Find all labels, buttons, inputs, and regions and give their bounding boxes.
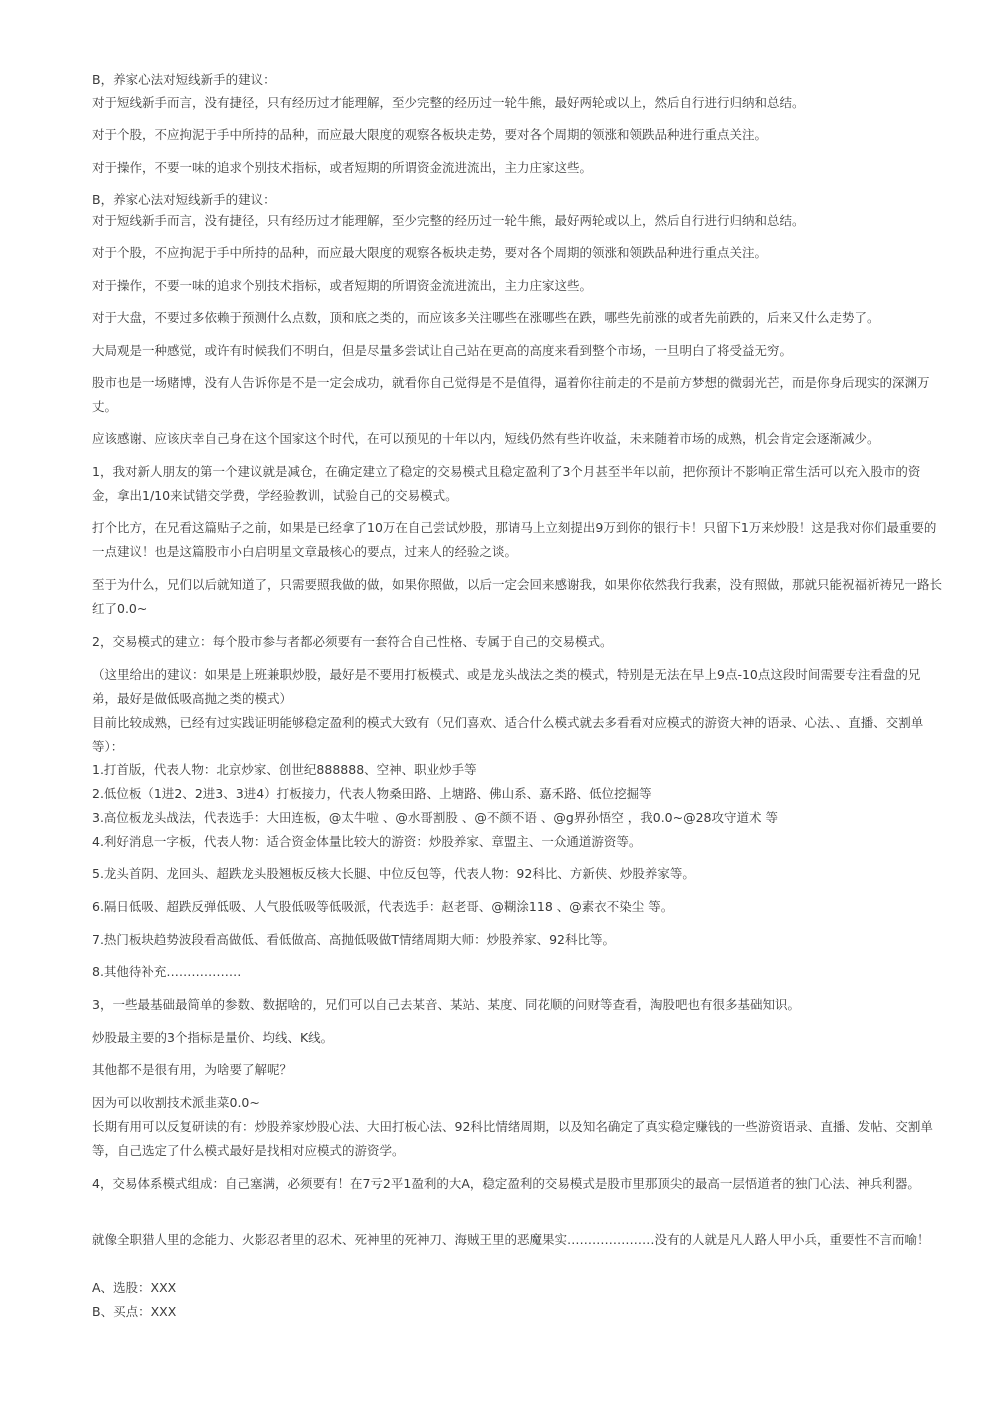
list-item: 6.隔日低吸、超跌反弹低吸、人气股低吸等低吸派，代表选手：赵老哥、@糊涂118 、@素衣不染尘 等。 bbox=[92, 899, 674, 914]
paragraph: 股市也是一场赌博，没有人告诉你是不是一定会成功，就看你自己觉得是不是值得，逼着你往前走的不是前方梦想的微弱光芒，而是你身后现实的深渊万丈。 bbox=[92, 375, 930, 414]
paragraph-note: （这里给出的建议：如果是上班兼职炒股，最好是不要用打板模式、或是龙头战法之类的模式，特别是无法在早上9点-10点这段时间需要专注看盘的兄弟，最好是做低吸高抛之类的模式） bbox=[92, 667, 921, 706]
paragraph-section-2: 2，交易模式的建立：每个股市参与者都必须要有一套符合自己性格、专属于自己的交易模式。 bbox=[92, 634, 613, 649]
list-item: 7.热门板块趋势波段看高做低、看低做高、高抛低吸做T情绪周期大师：炒股养家、92科比等。 bbox=[92, 932, 615, 947]
paragraph-heading-1: B，养家心法对短线新手的建议： bbox=[92, 72, 276, 87]
list-item: 5.龙头首阴、龙回头、超跌龙头股翘板反核大长腿、中位反包等，代表人物：92科比、方新侠、炒股养家等。 bbox=[92, 866, 695, 881]
paragraph: 大局观是一种感觉，或许有时候我们不明白，但是尽量多尝试让自己站在更高的高度来看到整个市场，一旦明白了将受益无穷。 bbox=[92, 343, 793, 358]
list-item: A、选股：XXX bbox=[92, 1280, 177, 1295]
paragraph: 对于个股，不应拘泥于手中所持的品种，而应最大限度的观察各板块走势，要对各个周期的领涨和领跌品种进行重点关注。 bbox=[92, 127, 768, 142]
paragraph: 长期有用可以反复研读的有：炒股养家炒股心法、大田打板心法、92科比情绪周期，以及知名确定了真实稳定赚钱的一些游资语录、直播、发帖、交割单等，自己选定了什么模式最好是找相对应模式的游资学。 bbox=[92, 1119, 933, 1158]
list-item: 1.打首版，代表人物：北京炒家、创世纪888888、空神、职业炒手等 bbox=[92, 762, 477, 777]
list-item: 2.低位板（1进2、2进3、3进4）打板接力，代表人物桑田路、上塘路、佛山系、嘉禾路、低位挖掘等 bbox=[92, 786, 652, 801]
paragraph: 其他都不是很有用，为啥要了解呢？ bbox=[92, 1062, 293, 1077]
paragraph: 至于为什么，兄们以后就知道了，只需要照我做的做，如果你照做，以后一定会回来感谢我，如果你依然我行我素，没有照做，那就只能祝福祈祷兄一路长红了0.0~ bbox=[92, 577, 943, 616]
paragraph: 对于操作，不要一味的追求个别技术指标，或者短期的所谓资金流进流出，主力庄家这些。 bbox=[92, 278, 593, 293]
paragraph: 因为可以收割技术派韭菜0.0~ bbox=[92, 1095, 260, 1110]
list-item: 8.其他待补充……………… bbox=[92, 964, 242, 979]
list-item: 3.高位板龙头战法，代表选手：大田连板，@太牛啦 、@水哥割股 、@不颜不语 、@g界孙悟空 ，我0.0~@28攻守道术 等 bbox=[92, 810, 778, 825]
paragraph: 应该感谢、应该庆幸自己身在这个国家这个时代，在可以预见的十年以内，短线仍然有些许收益，未来随着市场的成熟，机会肯定会逐渐减少。 bbox=[92, 431, 880, 446]
list-item: B、买点：XXX bbox=[92, 1304, 177, 1319]
list-item: 4.利好消息一字板，代表人物：适合资金体量比较大的游资：炒股养家、章盟主、一众通道游资等。 bbox=[92, 834, 642, 849]
paragraph-section-1: 1，我对新人朋友的第一个建议就是减仓，在确定建立了稳定的交易模式且稳定盈利了3个月甚至半年以前，把你预计不影响正常生活可以充入股市的资金，拿出1/10来试错交学费，学经验教训，试验自己的交易模式。 bbox=[92, 464, 921, 503]
paragraph: 对于大盘，不要过多依赖于预测什么点数，顶和底之类的，而应该多关注哪些在涨哪些在跌，哪些先前涨的或者先前跌的，后来又什么走势了。 bbox=[92, 310, 880, 325]
paragraph: 就像全职猎人里的念能力、火影忍者里的忍术、死神里的死神刀、海贼王里的恶魔果实…………………没有的人就是凡人路人甲小兵，重要性不言而喻！ bbox=[92, 1232, 930, 1247]
paragraph-section-3: 3，一些最基础最简单的参数、数据啥的，兄们可以自己去某音、某站、某度、同花顺的问财等查看，淘股吧也有很多基础知识。 bbox=[92, 997, 800, 1012]
paragraph: 炒股最主要的3个指标是量价、均线、K线。 bbox=[92, 1030, 334, 1045]
paragraph: 对于短线新手而言，没有捷径，只有经历过才能理解，至少完整的经历过一轮牛熊，最好两轮或以上，然后自行进行归纳和总结。 bbox=[92, 95, 805, 110]
paragraph: 对于短线新手而言，没有捷径，只有经历过才能理解，至少完整的经历过一轮牛熊，最好两轮或以上，然后自行进行归纳和总结。 bbox=[92, 213, 805, 228]
paragraph-heading-2: B，养家心法对短线新手的建议： bbox=[92, 192, 276, 207]
paragraph: 对于个股，不应拘泥于手中所持的品种，而应最大限度的观察各板块走势，要对各个周期的领涨和领跌品种进行重点关注。 bbox=[92, 245, 768, 260]
paragraph-section-4: 4，交易体系模式组成：自己塞满，必须要有！在7亏2平1盈利的大A，稳定盈利的交易模式是股市里那顶尖的最高一层悟道者的独门心法、神兵利器。 bbox=[92, 1176, 920, 1191]
paragraph: 对于操作，不要一味的追求个别技术指标，或者短期的所谓资金流进流出，主力庄家这些。 bbox=[92, 160, 593, 175]
paragraph: 目前比较成熟，已经有过实践证明能够稳定盈利的模式大致有（兄们喜欢、适合什么模式就去多看看对应模式的游资大神的语录、心法、、直播、交割单等）： bbox=[92, 715, 924, 754]
paragraph: 打个比方，在兄看这篇贴子之前，如果是已经拿了10万在自己尝试炒股，那请马上立刻提出9万到你的银行卡！只留下1万来炒股！这是我对你们最重要的一点建议！也是这篇股市小白启明星文章最核心的要点，过来人的经验之谈。 bbox=[92, 520, 937, 559]
